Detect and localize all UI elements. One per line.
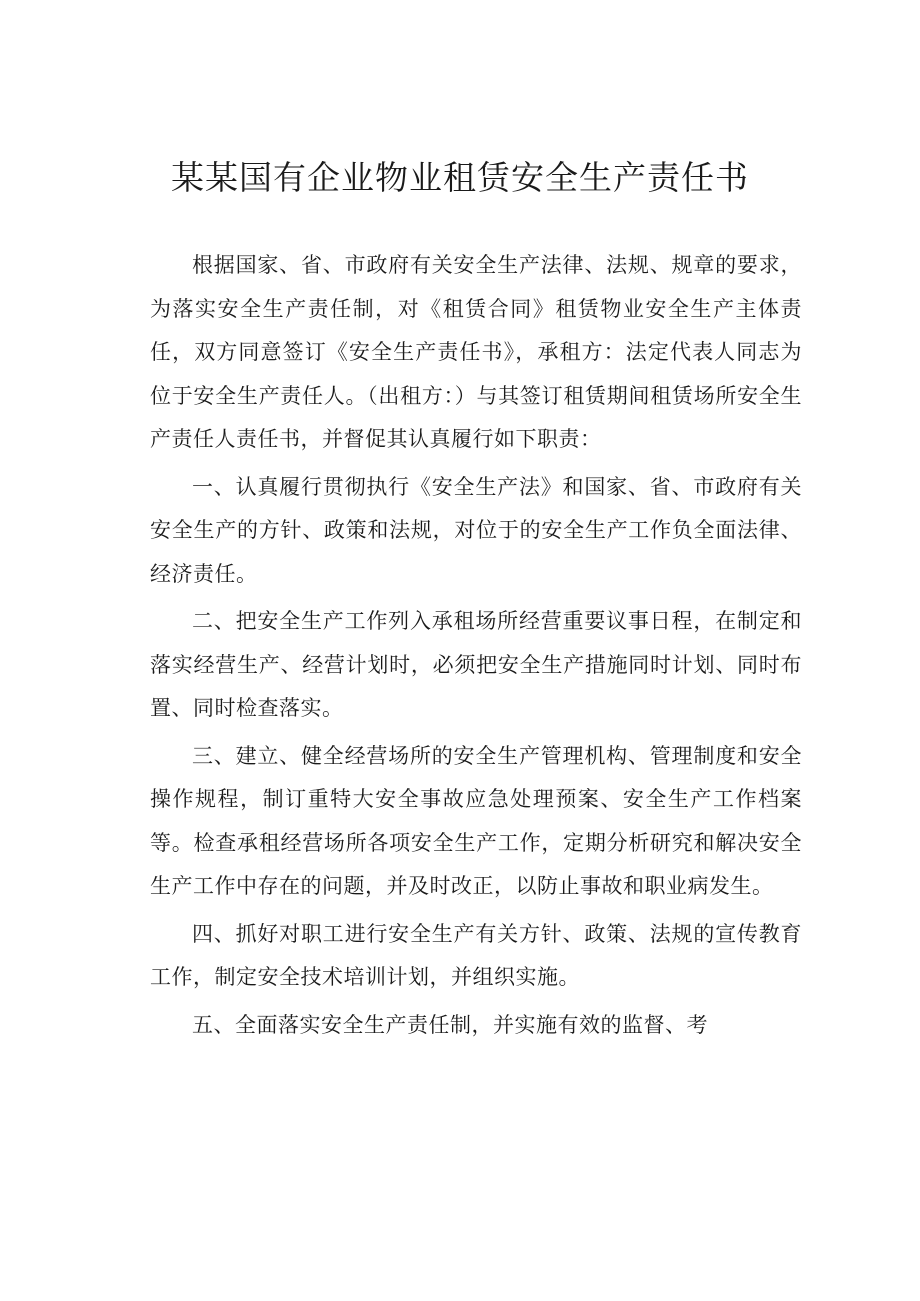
document-title: 某某国有企业物业租赁安全生产责任书 [171, 158, 749, 197]
paragraph-item-5: 五、全面落实安全生产责任制，并实施有效的监督、考 [192, 1012, 708, 1037]
paragraph-item-2: 二、把安全生产工作列入承租场所经营重要议事日程，在制定和落实经营生产、经营计划时，必须把安全生产措施同时计划、同时布置、同时检查落实。 [150, 609, 802, 720]
paragraph-item-3: 三、建立、健全经营场所的安全生产管理机构、管理制度和安全操作规程，制订重特大安全事故应急处理预案、安全生产工作档案等。检查承租经营场所各项安全生产工作，定期分析研究和解决安全生产工作中存在的问题，并及时改正，以防止事故和职业病发生。 [150, 743, 802, 898]
paragraph-item-4: 四、抓好对职工进行安全生产有关方针、政策、法规的宣传教育工作，制定安全技术培训计划，并组织实施。 [150, 921, 802, 989]
paragraph-intro: 根据国家、省、市政府有关安全生产法律、法规、规章的要求，为落实安全生产责任制，对《租赁合同》租赁物业安全生产主体责任，双方同意签订《安全生产责任书》，承租方：法定代表人同志为位于安全生产责任人。（出租方：）与其签订租赁期间租赁场所安全生产责任人责任书，并督促其认真履行如下职责： [150, 253, 802, 451]
paragraph-item-1: 一、认真履行贯彻执行《安全生产法》和国家、省、市政府有关安全生产的方针、政策和法规，对位于的安全生产工作负全面法律、经济责任。 [150, 474, 802, 586]
document-body [150, 244, 802, 1051]
